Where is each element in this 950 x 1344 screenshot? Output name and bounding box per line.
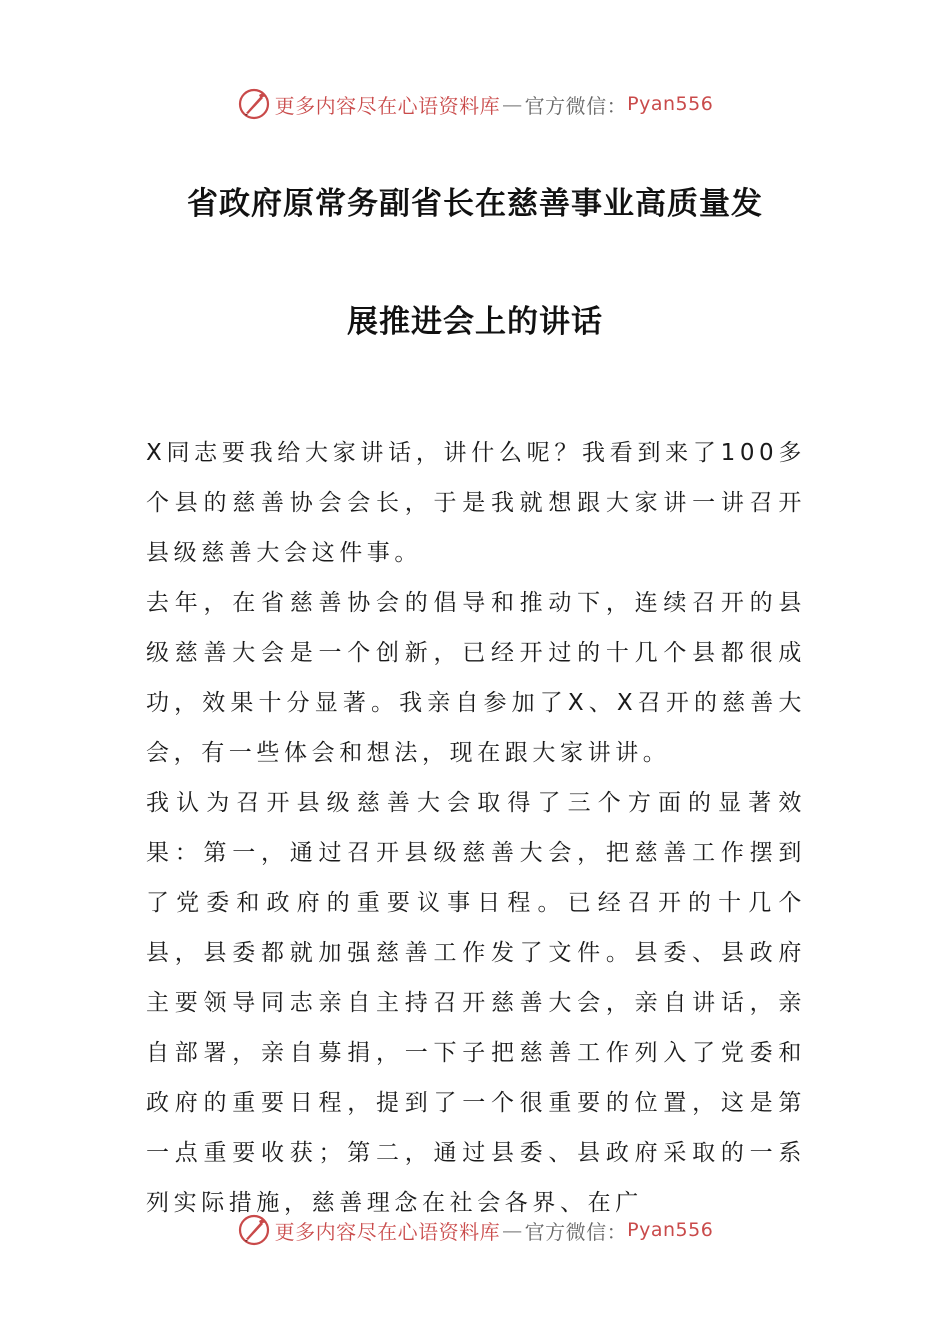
watermark-text: 更多内容尽在心语资料库 <box>274 93 501 118</box>
watermark-id: Pyan556 <box>627 93 714 115</box>
page-title-line-2: 展推进会上的讲话 <box>347 304 603 340</box>
watermark-text: 更多内容尽在心语资料库 <box>274 1219 501 1244</box>
document-body <box>146 428 806 1228</box>
quill-logo-icon <box>237 1213 271 1247</box>
watermark-id: Pyan556 <box>627 1219 714 1241</box>
paragraph-1: X同志要我给大家讲话，讲什么呢？我看到来了100多个县的慈善协会会长，于是我就想跟大家讲一讲召开县级慈善大会这件事。 <box>146 440 806 566</box>
paragraph-3: 我认为召开县级慈善大会取得了三个方面的显著效果：第一，通过召开县级慈善大会，把慈善工作摆到了党委和政府的重要议事日程。已经召开的十几个县，县委都就加强慈善工作发了文件。县委、县政府主要领导同志亲自主持召开慈善大会，亲自讲话，亲自部署，亲自募捐，一下子把慈善工作列入了党委和政府的重要日程，提到了一个很重要的位置，这是第一点重要收获；第二，通过县委、县政府采取的一系列实际措施，慈善理念在社会各界、在广 <box>146 790 806 1216</box>
watermark-separator: — <box>502 92 523 116</box>
watermark-label: 官方微信： <box>524 93 628 118</box>
watermark-label: 官方微信： <box>524 1219 628 1244</box>
quill-logo-icon <box>237 87 271 121</box>
header-watermark <box>0 84 950 124</box>
footer-watermark <box>0 1210 950 1250</box>
page-title-line-1: 省政府原常务副省长在慈善事业高质量发 <box>187 186 763 222</box>
paragraph-2: 去年，在省慈善协会的倡导和推动下，连续召开的县级慈善大会是一个创新，已经开过的十几个县都很成功，效果十分显著。我亲自参加了X、X召开的慈善大会，有一些体会和想法，现在跟大家讲讲。 <box>146 590 806 766</box>
watermark-separator: — <box>502 1218 523 1242</box>
